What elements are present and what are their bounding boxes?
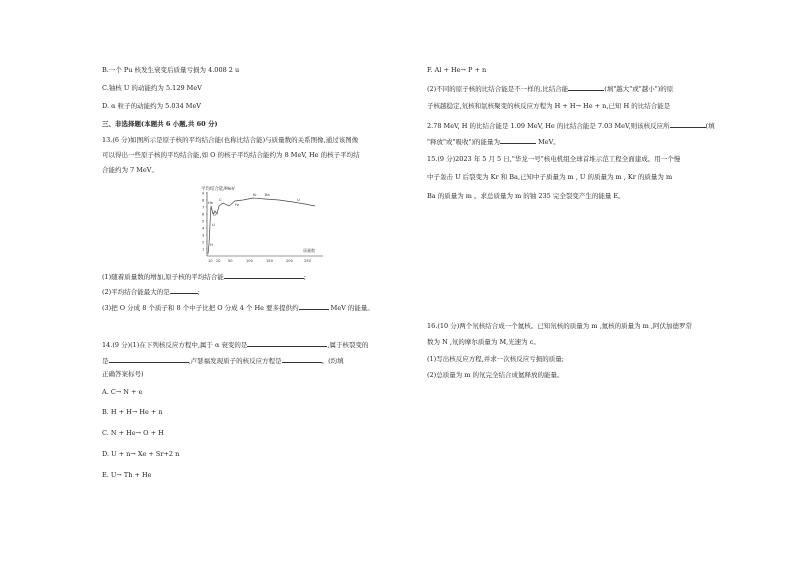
y-tick-label: 9	[202, 191, 205, 196]
label-fe: Fe	[235, 203, 240, 207]
x-tick-label: 20	[216, 259, 221, 263]
label-h: H	[210, 243, 213, 247]
q16-part-2: (2)总质量为 m 的氘完全结合成氦释放的能量。	[427, 371, 564, 379]
q16-line-2: 数为 N ,氘的摩尔质量为 M,光速为 c。	[427, 338, 540, 346]
x-tick-label: 200	[286, 259, 293, 263]
q14-option-a: A. C→ N + e	[102, 388, 143, 396]
q14-line-2: 是 ,卢瑟福发现质子的核反应方程是 。(均填	[102, 357, 344, 365]
x-tick-label: 250	[304, 259, 311, 263]
x-tick-label: 10	[208, 259, 213, 263]
label-he: He	[208, 201, 213, 205]
q14-2-line-2: 子核越稳定,氘核和氚核聚变的核反应方程为 H + H→ He + n,已知 H 的比结合能是	[427, 102, 671, 110]
label-c: C	[219, 198, 222, 202]
label-ba: Ba	[265, 193, 270, 197]
q13-line-2: 可以得出一些原子核的平均结合能,如 O 的核子平均结合能约为 8 MeV, He 的核子平均结	[102, 151, 360, 159]
y-tick-label: 6	[202, 212, 205, 217]
x-axis-label: 质量数	[303, 248, 315, 253]
x-tick-label: 150	[266, 259, 273, 263]
option-c: C.铀核 U 的动能约为 5.129 MeV	[102, 84, 202, 92]
x-tick-label: 50	[228, 259, 233, 263]
label-o: O	[213, 213, 216, 217]
y-tick-label: 8	[202, 198, 205, 203]
y-tick-label: 3	[202, 233, 205, 238]
q15-line-2: 中子轰击 U 后裂变为 Kr 和 Ba,已知中子质量为 m , U 的质量为 m , Kr 的质量为 m	[427, 173, 673, 181]
y-tick-label: 4	[202, 226, 205, 231]
option-b: B.一个 Pu 核发生衰变后质量亏损为 4.008 2 u	[102, 66, 240, 74]
q16-part-1: (1)写出核反应方程,并求一次核反应亏损的质量;	[427, 355, 564, 363]
q14-2-line-3: 2.78 MeV, H 的比结合能是 1.09 MeV, He 的比结合能是 7.03 MeV,则该核反应所 (填	[427, 122, 715, 130]
q13-line-3: 合能约为 7 MeV。	[102, 166, 158, 174]
q14-option-d: D. U + n→ Xe + Sr+2 n	[102, 450, 180, 458]
chart-title: 平均结合能/MeV	[201, 187, 235, 192]
q14-option-e: E. U→ Th + He	[102, 471, 152, 479]
q13-part-1: (1)随着质量数的增加,原子核的平均结合能 ;	[102, 273, 306, 281]
y-tick-label: 1	[202, 247, 205, 252]
q14-2-line-4: "释放"或"吸收")的能量为 MeV。	[427, 138, 560, 146]
q14-2-line-1: (2)不同的原子核的比结合能是不一样的,比结合能 (填"越大"或"越小")的原	[427, 85, 674, 93]
q14-line-3: 正确答案标号)	[102, 370, 144, 378]
binding-energy-chart	[193, 184, 333, 268]
q13-part-2: (2)平均结合能最大的是 ;	[102, 288, 200, 296]
y-tick-label: 5	[202, 219, 205, 224]
binding-energy-curve	[208, 198, 315, 254]
q16-line-1: 16.(10 分)两个氘核结合成一个氦核。已知氘核的质量为 m ,氦核的质量为 m ,阿伏加德罗常	[427, 322, 692, 330]
q13-part-3: (3)把 O 分成 8 个质子和 8 个中子比把 O 分成 4 个 He 要多提供约 MeV 的能量。	[102, 304, 374, 312]
q15-line-1: 15.(9 分)2023 年 5 月 5 日,"华龙一号"核电机组全球首堆示范工程全面建成。用一个慢	[427, 155, 681, 163]
q14-line-1: 14.(9 分)(1)在下列核反应方程中,属于 α 衰变的是 ,属于核裂变的	[102, 341, 369, 349]
label-li: Li	[212, 223, 216, 227]
y-tick-label: 2	[202, 240, 205, 245]
option-d: D. α 粒子的动能约为 5.034 MeV	[102, 102, 202, 110]
x-tick-label: 100	[246, 259, 253, 263]
q14-option-b: B. H + H→ He + n	[102, 408, 163, 416]
label-kr: Kr	[253, 193, 257, 197]
y-tick-label: 7	[202, 205, 205, 210]
label-u: U	[297, 198, 300, 202]
section-heading: 三、非选择题(本题共 6 小题,共 60 分)	[102, 120, 218, 128]
q15-line-3: Ba 的质量为 m 。求总质量为 m 的铀 235 完全裂变产生的能量 E。	[427, 192, 625, 200]
q14-option-f: F. Al + He→ P + n	[427, 66, 487, 74]
q14-option-c: C. N + He→ O + H	[102, 429, 164, 437]
q13-line-1: 13.(6 分)如图所示是原子核的平均结合能(也称比结合能)与质量数的关系图像,通过该图像	[102, 136, 359, 144]
